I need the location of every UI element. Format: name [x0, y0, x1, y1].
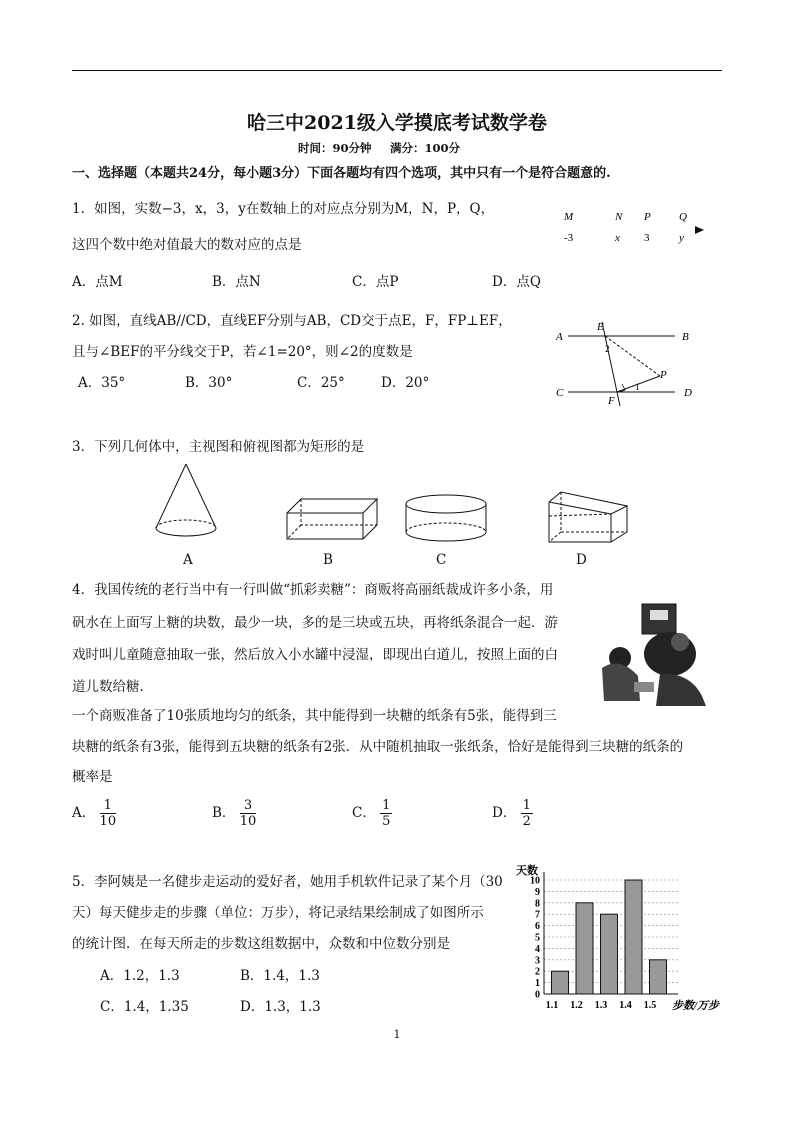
page-number: 1 [393, 1028, 401, 1041]
q4-line1: 4．我国传统的老行当中有一行叫做“抓彩卖糖”：商贩将高丽纸裁成许多小条，用 [72, 582, 554, 598]
value-n: x [615, 232, 620, 244]
label-n: N [615, 211, 623, 223]
q4-option-b-label: B． [212, 805, 236, 821]
cone-figure [150, 460, 222, 545]
q4-line3: 戏时叫儿童随意抽取一张，然后放入小水罐中浸湿，即现出白道儿，按照上面的白 [72, 647, 558, 663]
label-1: 1 [635, 382, 640, 392]
q1-line2: 这四个数中绝对值最大的数对应的点是 [72, 237, 302, 253]
q5-option-a: A．1.2，1.3 [100, 968, 180, 984]
fraction: $\frac{3}{10}$ [239, 798, 257, 829]
chart-xticks [546, 1000, 657, 1011]
y-tick-label: 9 [535, 886, 540, 898]
x-tick-label: 1.1 [545, 1000, 559, 1011]
q2-option-d: D．20° [381, 375, 430, 391]
q4-option-d [492, 798, 533, 829]
q5-line2: 天）每天健步走的步骤（单位：万步），将记录结果绘制成了如图所示 [72, 905, 484, 921]
value-m: -3 [564, 232, 574, 244]
q1-option-d: D．点Q [492, 274, 541, 290]
shape-label-b: B [323, 552, 333, 568]
y-tick-label: 1 [535, 978, 540, 990]
shape-label-c: C [436, 552, 447, 568]
bar-1.5 [650, 960, 667, 994]
label-m: M [564, 211, 574, 223]
fraction: $\frac{1}{5}$ [382, 798, 391, 829]
q4-line2: 矾水在上面写上糖的块数，最少一块，多的是三块或五块，再将纸条混合一起．游 [72, 615, 558, 631]
label-q: Q [679, 211, 687, 223]
value-q: y [679, 232, 684, 244]
label-2: 2 [605, 344, 610, 354]
exam-score: 满分：100分 [390, 141, 461, 155]
q4-option-d-label: D． [492, 805, 517, 821]
q4-option-c-label: C． [352, 805, 376, 821]
cuboid-figure [283, 495, 383, 545]
candy-vendor-illustration [590, 596, 715, 711]
prism-figure [543, 488, 633, 548]
x-tick-label: 1.2 [570, 1000, 583, 1011]
value-p: 3 [644, 232, 650, 244]
q4-option-c [352, 798, 392, 829]
q1-line1: 1．如图，实数−3，x，3，y在数轴上的对应点分别为M，N，P，Q， [72, 201, 495, 217]
chart-yticks [530, 876, 540, 1001]
q2-option-b: B．30° [185, 375, 233, 391]
bar-1.4 [625, 880, 642, 994]
q2-option-c: C．25° [297, 375, 345, 391]
q1-option-c: C．点P [352, 274, 399, 290]
label-p: P [660, 369, 667, 381]
q5-line1: 5．李阿姨是一名健步走运动的爱好者，她用手机软件记录了某个月（30 [72, 874, 503, 890]
y-tick-label: 7 [535, 909, 540, 921]
label-d: D [684, 387, 692, 399]
label-f: F [608, 395, 615, 407]
q4-option-b [212, 798, 256, 829]
q1-option-b: B．点N [212, 274, 261, 290]
y-tick-label: 8 [535, 898, 540, 910]
y-tick-label: 2 [535, 966, 540, 978]
bar-1.1 [552, 971, 569, 994]
fraction: $\frac{1}{10}$ [99, 798, 117, 829]
q1-option-a: A．点M [72, 274, 123, 290]
q5-option-d: D．1.3，1.3 [240, 999, 321, 1015]
x-tick-label: 1.5 [643, 1000, 657, 1011]
parallel-lines-figure [550, 312, 710, 412]
y-tick-label: 5 [535, 932, 540, 944]
exam-time: 时间：90分钟 [298, 141, 372, 155]
y-tick-label: 0 [535, 989, 540, 1001]
exam-title: 哈三中2021级入学摸底考试数学卷 [247, 112, 547, 134]
q3-line1: 3．下列几何体中，主视图和俯视图都为矩形的是 [72, 439, 365, 455]
shape-label-a: A [183, 552, 193, 568]
arrow-icon [695, 226, 704, 234]
q4-line4: 道儿数给糖． [72, 679, 153, 695]
bar-1.3 [601, 914, 618, 994]
label-c: C [556, 387, 564, 399]
q4-option-a-label: A． [72, 805, 96, 821]
q2-option-a: A．35° [78, 375, 126, 391]
y-tick-label: 6 [535, 921, 540, 933]
y-tick-label: 4 [535, 943, 540, 955]
cylinder-figure [400, 492, 492, 547]
fraction: $\frac{1}{2}$ [522, 798, 531, 829]
x-tick-label: 1.3 [594, 1000, 608, 1011]
label-b: B [682, 331, 689, 343]
label-e: E [597, 321, 604, 333]
q2-line2: 且与∠BEF的平分线交于P，若∠1=20°，则∠2的度数是 [72, 344, 413, 360]
q4-line7: 概率是 [72, 769, 113, 785]
section-heading: 一、选择题（本题共24分，每小题3分）下面各题均有四个选项，其中只有一个是符合题意的. [72, 166, 611, 181]
q5-option-c: C．1.4，1.35 [100, 999, 189, 1015]
q4-line5: 一个商贩准备了10张质地均匀的纸条，其中能得到一块糖的纸条有5张，能得到三 [72, 708, 557, 724]
q5-line3: 的统计图．在每天所走的步数这组数据中，众数和中位数分别是 [72, 936, 450, 952]
y-tick-label: 3 [535, 955, 540, 967]
x-axis-label: 步数/万步 [672, 1000, 720, 1012]
label-a: A [556, 331, 563, 343]
q4-option-a [72, 798, 116, 829]
q5-option-b: B．1.4，1.3 [240, 968, 320, 984]
x-tick-label: 1.4 [619, 1000, 632, 1011]
q4-line6: 块糖的纸条有3张，能得到五块糖的纸条有2张．从中随机抽取一张纸条，恰好是能得到三块糖的纸条的 [72, 739, 684, 755]
steps-bar-chart [510, 860, 730, 1015]
y-axis-label: 天数 [516, 865, 538, 877]
y-tick-label: 10 [530, 875, 540, 887]
number-line-figure [558, 205, 708, 250]
bar-1.2 [576, 903, 593, 994]
q2-line1: 2. 如图，直线AB//CD，直线EF分别与AB，CD交于点E，F，FP⊥EF， [72, 313, 512, 329]
label-p: P [644, 211, 651, 223]
shape-label-d: D [576, 552, 587, 568]
top-rule [72, 70, 722, 71]
